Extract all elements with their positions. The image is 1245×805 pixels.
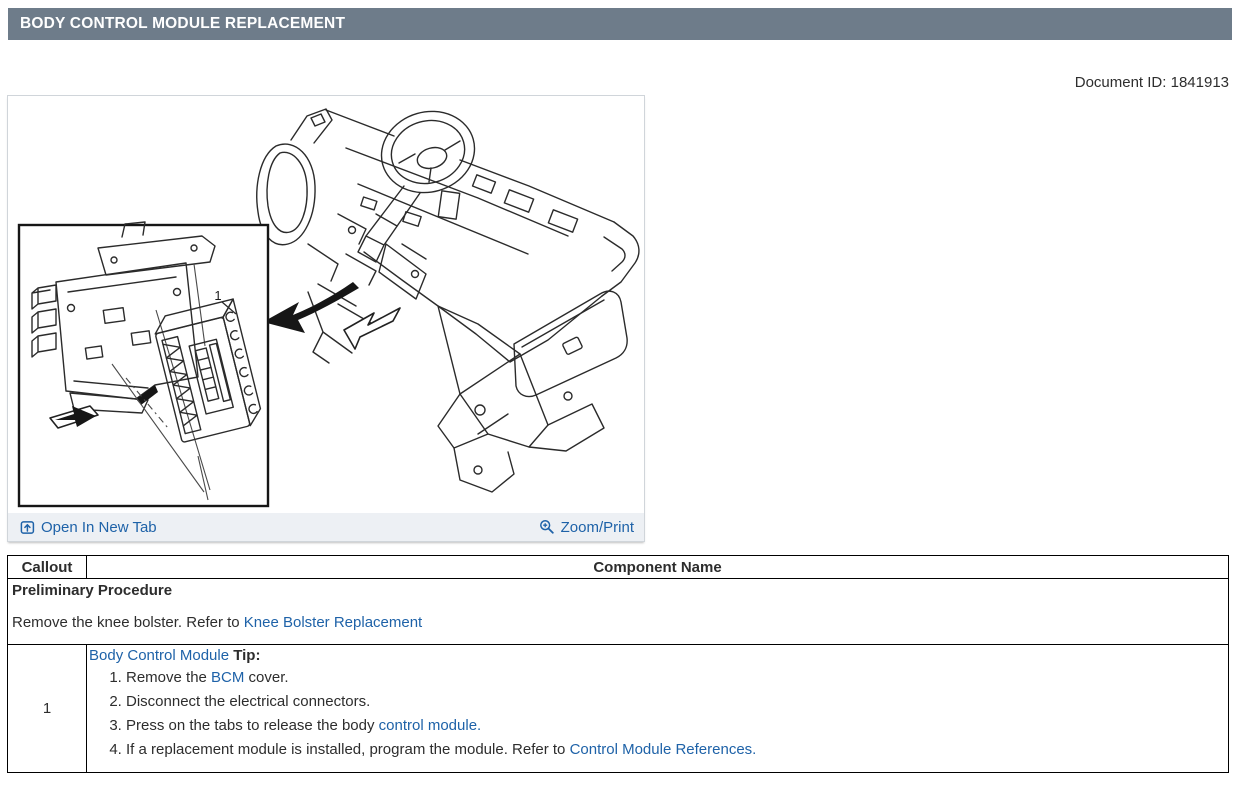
page-title: BODY CONTROL MODULE REPLACEMENT bbox=[20, 15, 346, 32]
step-1 bbox=[126, 667, 1226, 688]
dashboard-assembly bbox=[257, 101, 639, 492]
component-name-column-header: Component Name bbox=[87, 556, 1229, 579]
step-4 bbox=[126, 739, 1226, 760]
step-4-text: If a replacement module is installed, program the module. Refer to bbox=[126, 741, 570, 758]
figure-footer-bar bbox=[8, 513, 644, 541]
page-title-bar bbox=[8, 8, 1232, 40]
open-in-new-tab-label: Open In New Tab bbox=[41, 518, 157, 536]
body-control-module-link[interactable]: Body Control Module bbox=[89, 647, 230, 664]
callout-table-header-row bbox=[8, 556, 1229, 579]
knee-bolster-replacement-link[interactable]: Knee Bolster Replacement bbox=[243, 614, 423, 631]
inset-box bbox=[19, 225, 268, 506]
zoom-in-icon bbox=[539, 519, 555, 535]
bcm-link[interactable]: BCM bbox=[211, 669, 245, 686]
zoom-print-link[interactable] bbox=[539, 519, 634, 536]
step-2-text: Disconnect the electrical connectors. bbox=[126, 693, 371, 710]
open-in-new-tab-icon bbox=[20, 520, 35, 535]
step-1-text-end: cover. bbox=[244, 669, 289, 686]
step-2 bbox=[126, 691, 1226, 712]
document-id: Document ID: 1841913 bbox=[1074, 74, 1229, 91]
preliminary-procedure-text bbox=[12, 614, 1224, 631]
preliminary-procedure-title: Preliminary Procedure bbox=[12, 582, 173, 599]
callout-number: 1 bbox=[8, 645, 87, 773]
control-module-references-link[interactable]: Control Module References. bbox=[569, 741, 757, 758]
callout-column-header: Callout bbox=[8, 556, 87, 579]
preliminary-text-segment: Remove the knee bolster. Refer to bbox=[12, 614, 244, 631]
step-3-text: Press on the tabs to release the body bbox=[126, 717, 379, 734]
tip-label: Tip: bbox=[229, 647, 261, 664]
open-in-new-tab-link[interactable] bbox=[20, 519, 157, 536]
step-1-text: Remove the bbox=[126, 669, 212, 686]
component-row bbox=[8, 645, 1229, 773]
component-heading bbox=[89, 647, 1226, 664]
removal-direction-arrow bbox=[344, 308, 400, 349]
zoom-print-label: Zoom/Print bbox=[560, 518, 634, 536]
control-module-link[interactable]: control module. bbox=[378, 717, 482, 734]
callout-table bbox=[7, 555, 1229, 773]
step-3 bbox=[126, 715, 1226, 736]
figure-callout-1: 1 bbox=[214, 288, 222, 303]
figure-illustration bbox=[8, 96, 644, 513]
figure-panel bbox=[7, 95, 645, 542]
preliminary-procedure-row bbox=[8, 579, 1229, 645]
procedure-steps bbox=[89, 667, 1226, 760]
